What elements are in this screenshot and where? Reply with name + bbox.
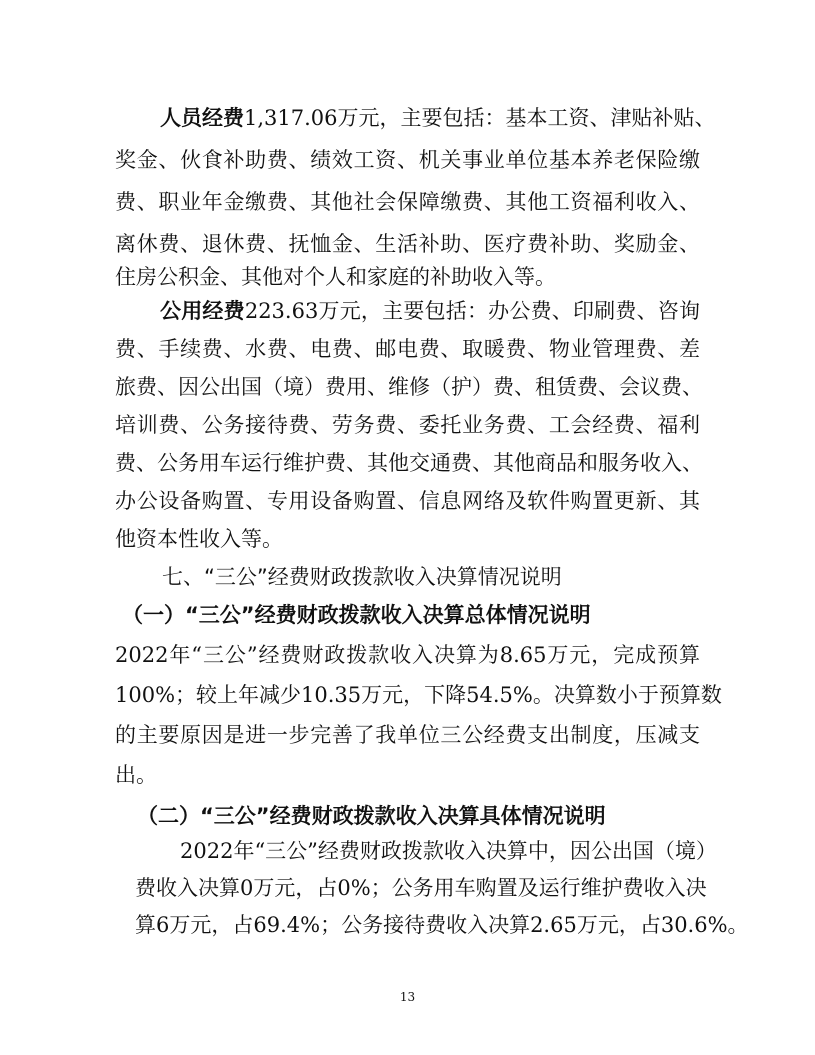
personnel-line-4: 离休费、退休费、抚恤金、生活补助、医疗费补助、奖励金、: [115, 232, 700, 256]
subsection-2-title: （二）“三公”经费财政拨款收入决算具体情况说明: [137, 804, 606, 828]
public-line-5: 费、公务用车运行维护费、其他交通费、其他商品和服务收入、: [115, 451, 703, 475]
sub1-line-2: 100%；较上年减少10.35万元，下降54.5%。决算数小于预算数: [115, 683, 722, 707]
sub1-line-1: 2022年“三公”经费财政拨款收入决算为8.65万元，完成预算: [115, 643, 700, 667]
public-line-6: 办公设备购置、专用设备购置、信息网络及软件购置更新、其: [115, 489, 700, 513]
public-line-1: [160, 296, 700, 326]
personnel-line-1-text: 1,317.06万元，主要包括：基本工资、津贴补贴、: [244, 106, 716, 130]
public-line-3: 旅费、因公出国（境）费用、维修（护）费、租赁费、会议费、: [115, 375, 703, 399]
sub1-line-4: 出。: [115, 763, 157, 787]
personnel-line-1: [160, 103, 716, 133]
subsection-1-title: （一）“三公”经费财政拨款收入决算总体情况说明: [122, 603, 591, 627]
public-line-2: 费、手续费、水费、电费、邮电费、取暖费、物业管理费、差: [115, 337, 700, 361]
sub2-line-1: 2022年“三公”经费财政拨款收入决算中，因公出国（境）: [180, 839, 717, 863]
personnel-line-2: 奖金、伙食补助费、绩效工资、机关事业单位基本养老保险缴: [115, 148, 700, 172]
sub2-line-3: 算6万元，占69.4%；公务接待费收入决算2.65万元，占30.6%。: [135, 913, 749, 937]
public-line-4: 培训费、公务接待费、劳务费、委托业务费、工会经费、福利: [115, 413, 700, 437]
sub1-line-3: 的主要原因是进一步完善了我单位三公经费支出制度，压减支: [115, 723, 700, 747]
personnel-line-3: 费、职业年金缴费、其他社会保障缴费、其他工资福利收入、: [115, 190, 700, 214]
personnel-label: 人员经费: [160, 106, 244, 130]
public-label: 公用经费: [160, 299, 245, 323]
public-line-1-text: 223.63万元，主要包括：办公费、印刷费、咨询: [244, 299, 701, 323]
personnel-line-5: 住房公积金、其他对个人和家庭的补助收入等。: [115, 265, 556, 289]
section-7-title: 七、“三公”经费财政拨款收入决算情况说明: [162, 565, 562, 589]
public-line-7: 他资本性收入等。: [115, 527, 283, 551]
sub2-line-2: 费收入决算0万元，占0%；公务用车购置及运行维护费收入决: [135, 876, 707, 900]
page-number: 13: [399, 990, 416, 1004]
